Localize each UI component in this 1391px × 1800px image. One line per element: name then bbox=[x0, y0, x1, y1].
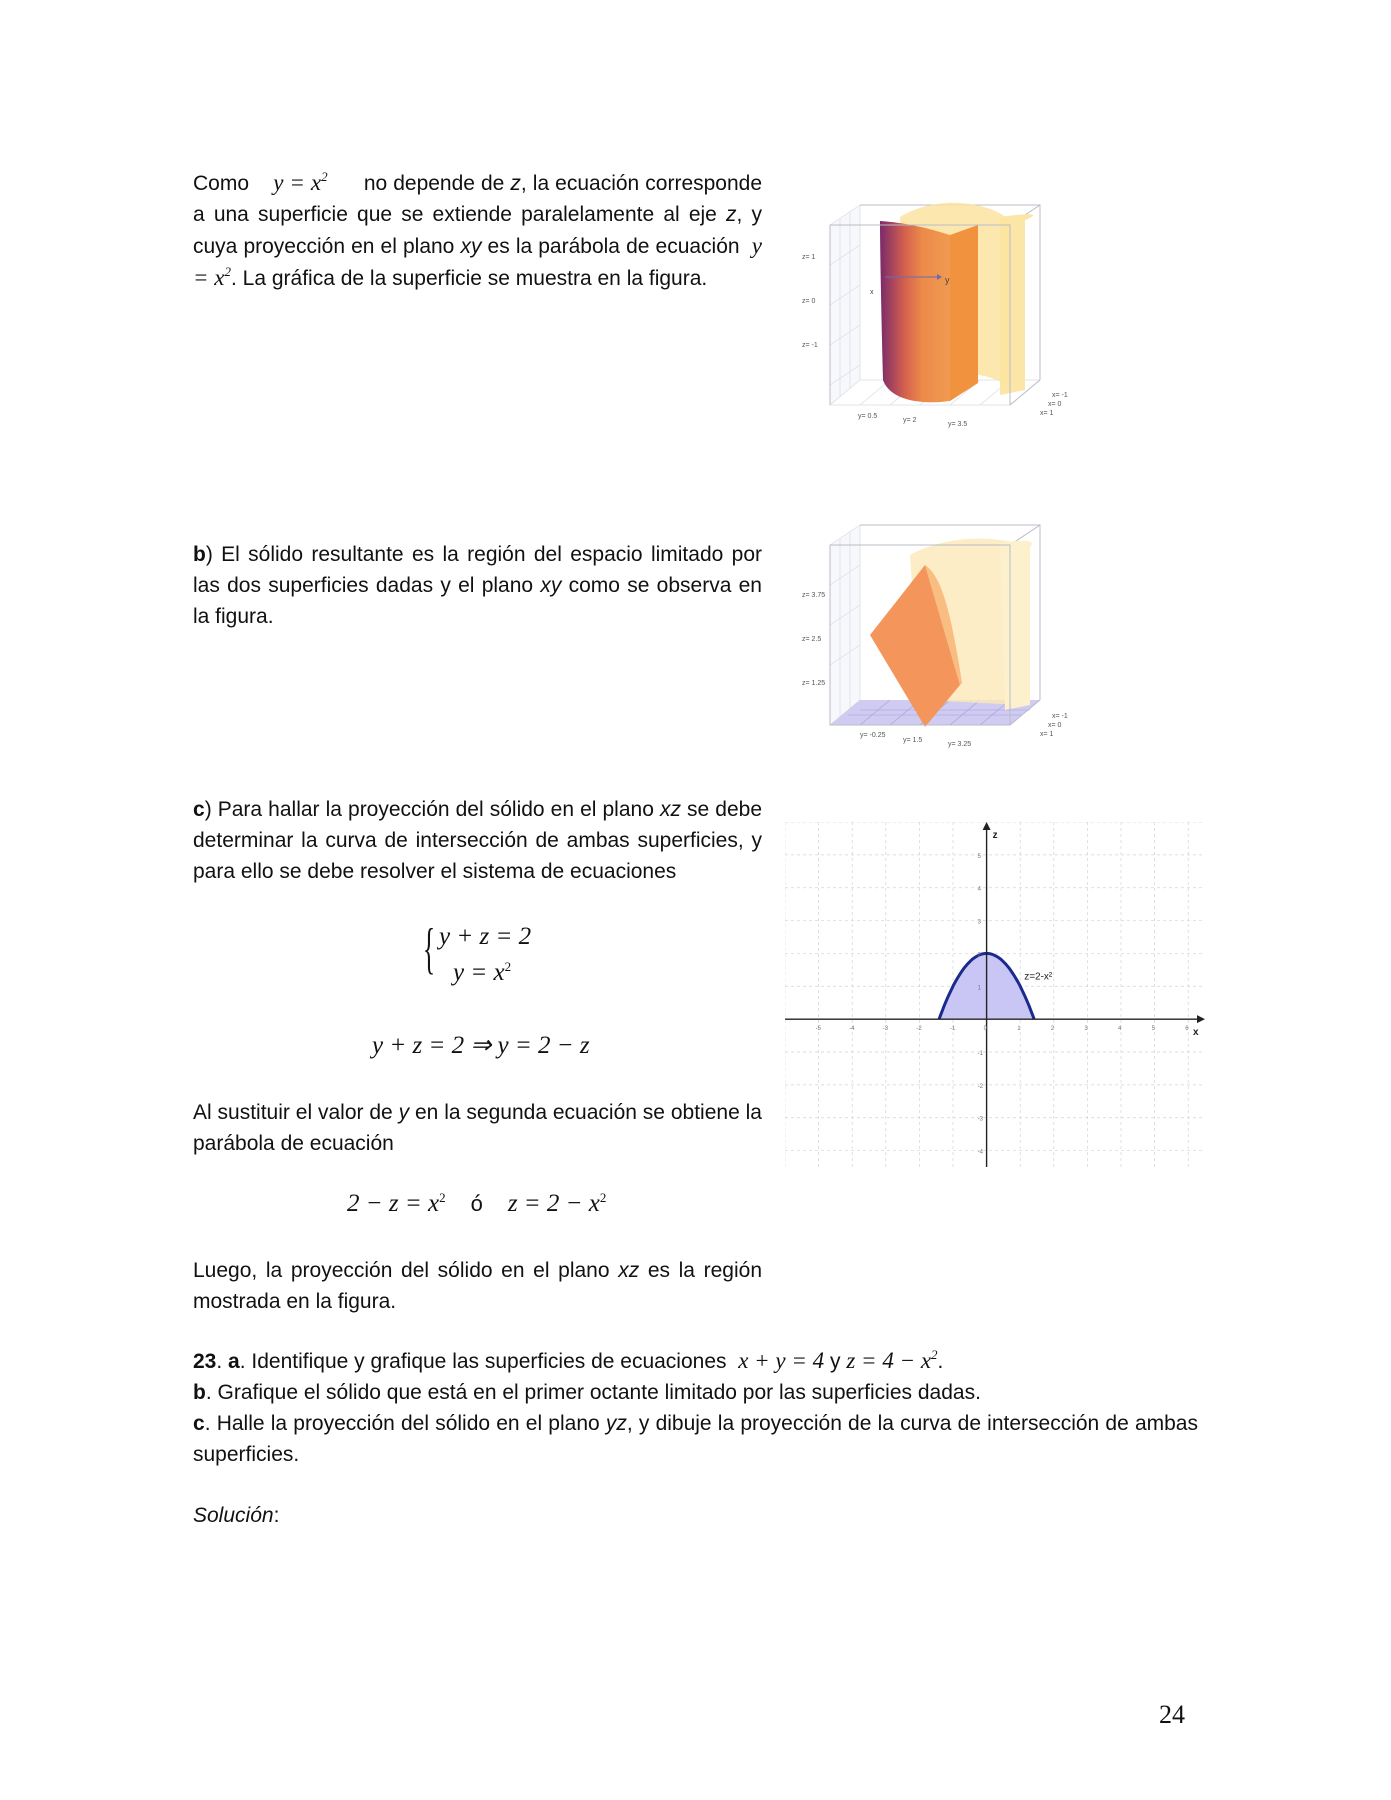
z-tick: z= 1 bbox=[802, 254, 816, 261]
z-tick: z= 2.5 bbox=[802, 636, 822, 643]
paragraph-intro: Como $y = x^2$ no depende de z, la ecuación corresponde a una superficie que se extiende paralelamente al eje z, y cuya proyección en el plano xy es la parábola de ecuación $y = x^2$. La gráfica de la superficie se muestra en la figura. bbox=[193, 169, 763, 290]
exercise-23-c: c. Halle la proyección del sólido en el plano yz, y dibuje la proyección de la curva de intersección de ambas superficies. bbox=[193, 1412, 1198, 1466]
x-axis-arrow bbox=[1197, 1015, 1205, 1023]
x-tick-label: 2 bbox=[1050, 1026, 1055, 1033]
z-tick-label: 1 bbox=[977, 985, 981, 992]
y-tick: y= 3.5 bbox=[948, 421, 968, 428]
x-tick-label: 1 bbox=[1017, 1026, 1021, 1033]
x-tick-label: -3 bbox=[882, 1026, 889, 1033]
z-tick-label: -3 bbox=[977, 1116, 983, 1123]
exercise-23-a: 23. a. Identifique y grafique las superficies de ecuaciones x + y = 4 y $z = 4 - x^2$. bbox=[193, 1347, 944, 1373]
y-tick: y= 0.5 bbox=[858, 413, 878, 420]
paragraph-luego: Luego, la proyección del sólido en el plano xz es la región mostrada en la figura. bbox=[193, 1259, 762, 1313]
x-tick: x= -1 bbox=[1052, 713, 1068, 720]
z-tick-label: -2 bbox=[977, 1083, 983, 1090]
x-tick-label: -5 bbox=[815, 1026, 821, 1033]
figure-parabolic-cylinder bbox=[800, 195, 1090, 450]
z-tick: z= 0 bbox=[802, 298, 816, 305]
x-tick-label: -1 bbox=[950, 1026, 956, 1033]
x-tick-label: -2 bbox=[916, 1026, 922, 1033]
exercise-23-b: b. Grafique el sólido que está en el primer octante limitado por las superficies dadas. bbox=[193, 1381, 981, 1404]
x-tick: x= -1 bbox=[1052, 392, 1068, 399]
x-tick-label: 4 bbox=[1118, 1026, 1122, 1033]
equation-y-x2: $y = x^2$ bbox=[193, 233, 762, 290]
z-axis-arrow bbox=[983, 822, 991, 830]
figure-solid-region bbox=[800, 515, 1090, 770]
y-tick: y= 2 bbox=[903, 417, 917, 424]
axis-label-z: z bbox=[992, 830, 998, 841]
z-tick: z= 1.25 bbox=[802, 680, 826, 687]
z-tick-label: -1 bbox=[977, 1051, 983, 1057]
page-number: 24 bbox=[1159, 1700, 1185, 1729]
z-tick-label: 3 bbox=[977, 919, 981, 926]
x-tick: x= 0 bbox=[1048, 401, 1062, 408]
axis-label-y: y bbox=[945, 275, 950, 285]
paragraph-b: b) El sólido resultante es la región del espacio limitado por las dos superficies dadas y el plano xy como se observa en la figura. bbox=[193, 543, 762, 628]
z-tick: z= -1 bbox=[802, 342, 818, 349]
figure-projection-chart bbox=[785, 822, 1205, 1167]
x-tick-label: 0 bbox=[983, 1026, 987, 1033]
solucion-label: Solución: bbox=[193, 1504, 280, 1527]
z-tick-label: 4 bbox=[977, 886, 981, 893]
axis-label-x: x bbox=[870, 289, 874, 296]
z-tick-label: -4 bbox=[977, 1149, 983, 1156]
curve-label: z=2-x² bbox=[1024, 971, 1053, 983]
z-tick-label: 5 bbox=[977, 853, 981, 860]
x-tick: x= 0 bbox=[1048, 722, 1062, 729]
equation-implication: y + z = 2 ⇒ y = 2 − z bbox=[372, 1032, 590, 1059]
equation-y-x2: $y = x^2$ bbox=[273, 169, 328, 195]
x-tick: x= 1 bbox=[1040, 410, 1054, 417]
paragraph-c: c) Para hallar la proyección del sólido en el plano xz se debe determinar la curva de intersección de ambas superficies, y para ello se debe resolver el sistema de ecuaciones bbox=[193, 798, 762, 883]
y-tick: y= 1.5 bbox=[903, 737, 923, 744]
x-tick-label: -4 bbox=[849, 1026, 855, 1033]
z-tick: z= 3.75 bbox=[802, 592, 826, 599]
axis-label-x: x bbox=[1193, 1027, 1199, 1039]
x-tick: x= 1 bbox=[1040, 731, 1054, 738]
x-tick-label: 6 bbox=[1185, 1026, 1189, 1033]
y-tick: y= 3.25 bbox=[948, 741, 972, 748]
x-tick-label: 5 bbox=[1151, 1026, 1155, 1033]
z-tick-label: 2 bbox=[977, 952, 981, 959]
exercise-23 bbox=[193, 1345, 1198, 1470]
paragraph-substitution: Al sustituir el valor de y en la segunda ecuación se obtiene la parábola de ecuación bbox=[193, 1101, 762, 1155]
equation-parabola: $2 - z = x^2$ ó $z = 2 - x^2$ bbox=[347, 1190, 607, 1217]
x-tick-label: 3 bbox=[1084, 1026, 1088, 1033]
y-tick: y= -0.25 bbox=[860, 732, 886, 739]
